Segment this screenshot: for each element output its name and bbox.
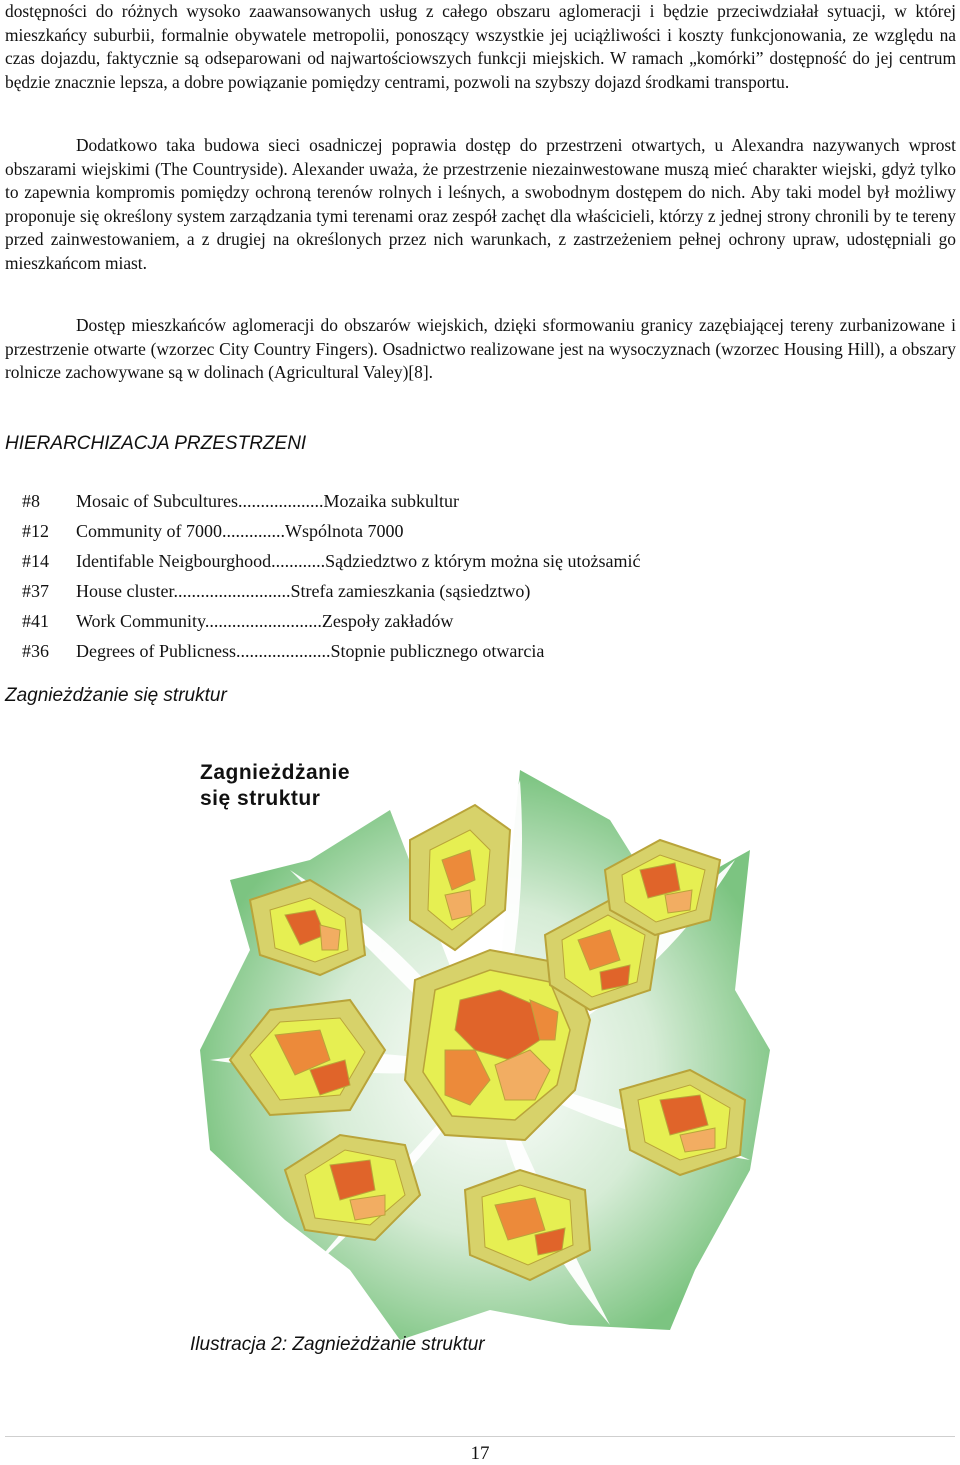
- figure-title: Zagnieżdżanie się struktur: [200, 761, 351, 810]
- list-item: #37 House cluster..........................Strefa zamieszkania (sąsiedztwo): [22, 581, 531, 601]
- subheading: Zagnieżdżanie się struktur: [5, 685, 227, 706]
- list-item: #36 Degrees of Publicness.....................Stopnie publicznego otwarcia: [22, 641, 545, 661]
- figure-caption: Ilustracja 2: Zagnieżdżanie struktur: [190, 1334, 485, 1355]
- nesting-diagram: [190, 750, 770, 1350]
- figure-nesting-structures: [190, 750, 770, 1350]
- paragraph-1-text: dostępności do różnych wysoko zaawansowanych usług z całego obszaru aglomeracji i będzie przeciwdziałał sytuacji, w której mieszkańcy suburbii, formalnie obywatele metropolii, ponoszący wszystkie jej uciążliwości i koszty funkcjonowania, ze względu na czas dojazdu, faktycznie są odseparowani od najwartościowszych funkcji miejskich. W ramach „komórki” dostępność do jej centrum będzie znacznie lepsza, a dobre powiązanie pomiędzy centrami, pozwoli na szybszy dojazd środkami transportu.: [5, 1, 956, 92]
- paragraph-1: [5, 0, 956, 94]
- footer-divider: [5, 1436, 955, 1437]
- list-item: #41 Work Community..........................Zespoły zakładów: [22, 611, 454, 631]
- section-heading: HIERARCHIZACJA PRZESTRZENI: [5, 433, 307, 454]
- list-item: #8 Mosaic of Subcultures...................Mozaika subkultur: [22, 491, 459, 511]
- list-item: #14 Identifable Neigbourghood............Sądziedztwo z którym można się utożsamić: [22, 551, 641, 571]
- paragraph-2: [5, 134, 956, 275]
- paragraph-3-text: Dostęp mieszkańców aglomeracji do obszarów wiejskich, dzięki sformowaniu granicy zazębiającej tereny zurbanizowane i przestrzenie otwarte (wzorzec City Country Fingers). Osadnictwo realizowane jest na wysoczyznach (wzorzec Housing Hill), a obszary rolnicze zachowywane są w dolinach (Agricultural Valey)[8].: [5, 315, 956, 382]
- paragraph-2-text: Dodatkowo taka budowa sieci osadniczej poprawia dostęp do przestrzeni otwartych, u Alexandra nazywanych wprost obszarami wiejskimi (The Countryside). Alexander uważa, że przestrzenie niezainwestowane muszą mieć charakter wiejski, gdyż tylko to zapewnia kompromis pomiędzy ochroną terenów rolnych i leśnych, a swobodnym dostępem do nich. Aby taki model był możliwy proponuje się określony system zarządzania tymi terenami oraz zespół zachęt dla właścicieli, którzy z jednej strony chronili by te tereny przed zainwestowaniem, a z drugiej na określonych przez nich warunkach, z zastrzeżeniem pełnej ochrony upraw, udostępniali go mieszkańcom miast.: [5, 135, 956, 273]
- page-number: 17: [470, 1443, 490, 1464]
- list-item: #12 Community of 7000..............Wspólnota 7000: [22, 521, 404, 541]
- paragraph-3: [5, 314, 956, 385]
- pattern-list: [22, 486, 822, 666]
